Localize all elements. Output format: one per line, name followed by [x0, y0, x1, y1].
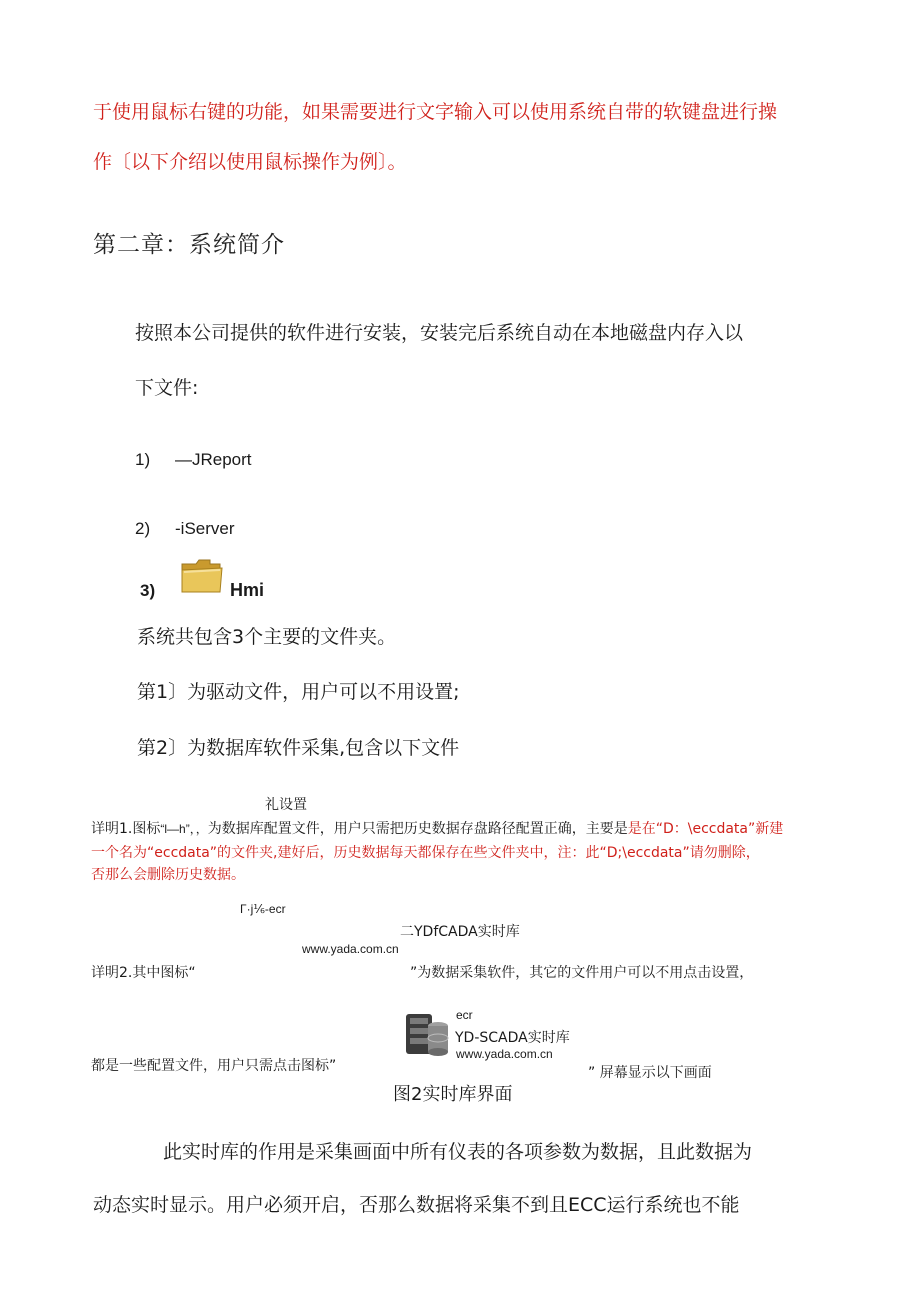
intro-line-2: 作〔以下介绍以使用鼠标操作为例〕。: [93, 151, 407, 173]
para-line-1: 此实时库的作用是采集画面中所有仪表的各项参数为数据，且此数据为: [163, 1141, 753, 1163]
file-item-1-number: 1): [135, 450, 151, 469]
file-item-3-name: Hmi: [230, 580, 265, 600]
note1-prefix: 详明1.图标: [91, 821, 161, 837]
note1-line-1: [91, 818, 783, 838]
para-line-2: 动态实时显示。用户必须开启，否那么数据将采集不到且ECC运行系统也不能: [93, 1194, 740, 1216]
note1-icon-text: “l—h”，，: [160, 822, 208, 836]
file-item-2-number: 2): [135, 519, 151, 538]
icon-block1-label-2: 二YDfCADA实时库: [400, 924, 520, 940]
figure-caption: 图2实时库界面: [393, 1084, 513, 1105]
note1-line-3: 否那么会删除历史数据。: [91, 867, 245, 883]
install-line-1: 按照本公司提供的软件进行安装，安装完后系统自动在本地磁盘内存入以: [135, 322, 744, 344]
note1-line-2: 一个名为“eccdata”的文件夹,建好后，历史数据每天都保存在些文件夹中，注：此“D;\eccdata”请勿删除，: [91, 845, 760, 861]
icon-block2-label-3: www.yada.com.cn: [456, 1047, 553, 1061]
note2-prefix: 详明2.其中图标“: [91, 965, 196, 981]
settings-icon-label: 礼设置: [265, 797, 307, 813]
note1-black-text: 为数据库配置文件，用户只需把历史数据存盘路径配置正确，主要是: [207, 821, 628, 837]
note2-suffix: ”为数据采集软件，其它的文件用户可以不用点击设置，: [410, 965, 754, 981]
icon-block1-label-1: Γ·j⅙-ecr: [240, 902, 286, 916]
file-item-2-name: -iServer: [175, 519, 235, 538]
folder-icon: [180, 556, 224, 596]
note3-cut-region: [588, 1062, 758, 1081]
chapter-title: 第二章：系统简介: [93, 232, 285, 258]
icon-block2-label-1: ecr: [456, 1008, 473, 1022]
icon-block1-label-3: www.yada.com.cn: [302, 942, 399, 956]
icon-block2-label-2: YD-SCADA实时库: [455, 1030, 570, 1046]
file-item-3-number: 3): [140, 581, 156, 600]
intro-line-1: 于使用鼠标右键的功能，如果需要进行文字输入可以使用系统自带的软键盘进行操: [93, 101, 778, 123]
summary-text: 系统共包含3个主要的文件夹。: [137, 626, 397, 648]
install-line-2: 下文件:: [135, 377, 199, 399]
item-2-text: 第2〕为数据库软件采集,包含以下文件: [137, 737, 460, 759]
note3-text: 都是一些配置文件，用户只需点击图标”: [91, 1058, 337, 1074]
file-item-1-name: —JReport: [175, 450, 252, 469]
note3-cut-text: ” 屏幕显示以下画面: [588, 1065, 712, 1081]
note1-red-text: 是在“D：\eccdata”新建: [627, 821, 784, 837]
database-icon[interactable]: [404, 1008, 450, 1060]
item-1-text: 第1〕为驱动文件，用户可以不用设置;: [137, 681, 460, 703]
